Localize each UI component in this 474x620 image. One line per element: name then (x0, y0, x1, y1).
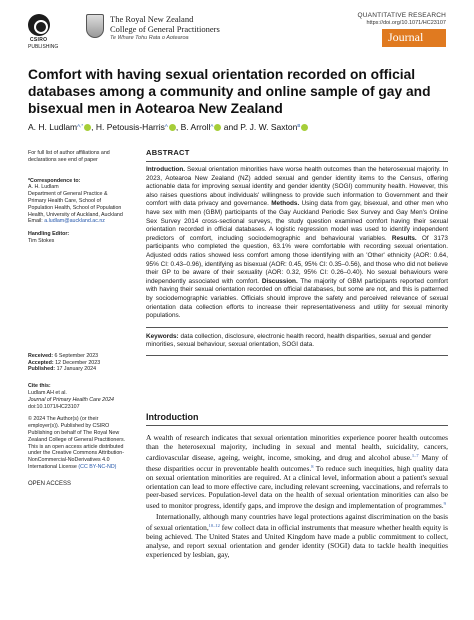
author-affiliation: A,* (77, 123, 84, 128)
college-maori-name: Te Whare Tohu Rata o Aotearoa (110, 35, 189, 41)
license-text: © 2024 The Author(s) (or their employer(s)). Published by CSIRO Publishing on behalf of The Royal New Zealand College of General Practitioners. (28, 416, 126, 443)
doi-link[interactable]: https://doi.org/10.1071/HC23107 (366, 20, 446, 26)
author-list (28, 122, 308, 132)
intro-text: To reduce such inequities, high quality data on sexual orientation minorities are required. At a clinical level, information about a patient's sexual orientation can lead to more effective care, including relevant screening, vaccinations, and referrals to peer-based services. Population-level data on the health of sexual orientation minorities can also be used to monitor progress, identify gaps, and improve the design and implementation of programmes. (146, 463, 449, 511)
abstract-results-label: Results. (391, 234, 417, 242)
author-name: H. Petousis-Harris (95, 122, 165, 132)
keywords (146, 327, 448, 350)
orcid-icon[interactable] (301, 124, 308, 131)
author-name: A. H. Ludlam (28, 122, 78, 132)
introduction-divider (146, 425, 448, 426)
article-title: Comfort with having sexual orientation recorded on official databases among a community and online sample of gay and bisexual men in Aotearoa New Zealand (28, 67, 431, 116)
keywords-list: data collection, disclosure, electronic health record, health disparities, sexual and gender minorities, sexual behaviour, sexual orientation, SOGI data. (146, 332, 432, 349)
citation-link[interactable]: 1–7 (411, 452, 419, 458)
citation-link[interactable]: 9 (443, 501, 446, 507)
citation-link[interactable]: 10–12 (208, 523, 220, 529)
abstract-intro: Sexual orientation minorities have worse health outcomes than the heterosexual majority. In 2023, Aotearoa New Zealand (NZ) added sexual and gender identity items to the Census, offering actionable data for improving sexual identity and gender identity (SOGI) community health. However, this also raises questions about individuals' willingness to provide such information to Government and their comfort with data privacy and governance. (146, 166, 449, 208)
author-affiliation: A (164, 123, 168, 128)
abstract-methods: Using data from gay, bisexual, and other men who have sex with men (GBM) participants of the Gay Auckland Periodic Sex Survey and Gay Men's Online Sex Survey 2014 cross-sectional surveys, the study question examined comfort having their sexual orientation recorded in official databases. A logistic regression model was used to identify independent predictors of comfort, including sociodemographic and behavioural variables. (146, 200, 448, 242)
intro-paragraph (146, 513, 448, 560)
cite-label: Cite this: (28, 383, 51, 390)
article-sidebar (28, 150, 126, 488)
author-separator: , (175, 122, 181, 132)
orcid-icon[interactable] (169, 124, 176, 131)
abstract-discussion-label: Discussion. (261, 277, 298, 285)
college-crest-icon (86, 14, 104, 38)
abstract-heading: ABSTRACT (146, 148, 448, 162)
email-link[interactable]: a.ludlam@auckland.ac.nz (44, 218, 105, 225)
publisher-label: PUBLISHING (28, 44, 59, 50)
cite-doi[interactable]: doi:10.1071/HC23107 (28, 403, 80, 410)
correspondence-name: A. H. Ludlam (28, 184, 59, 191)
intro-text: few collect data in official instruments that measure whether health equity is being achieved. The United States and United Kingdom have made a public commitment to collect, analyse, and report sexual orientation and gender identity (SOGI) data to tackle health inequities experienced by lesbian, gay, (146, 523, 448, 559)
license-link[interactable]: (CC BY-NC-ND) (78, 463, 117, 470)
abstract-section (146, 148, 448, 356)
handling-editor-label: Handling Editor: (28, 231, 70, 238)
intro-text: Many of these disparities occur in preventable health outcomes. (146, 452, 448, 473)
page-header (0, 0, 474, 62)
published-date: 17 January 2024 (56, 366, 97, 373)
college-name-line2: College of General Practitioners (110, 24, 220, 34)
abstract-discussion: The majority of GBM participants reported comfort with having their sexual orientation recorded on official databases, but some are not, and this is patterned by sociodemographic variables. Officials should improve the safety and perceived relevance of sexual orientation data collection efforts to increase their representativeness and utility for sexual minority populations. (146, 277, 448, 320)
journal-badge-text: Journal (388, 30, 424, 44)
intro-text: A wealth of research indicates that sexual orientation minorities experience poorer health outcomes than the heterosexual majority, including in sexual and mental health, suicidality, cancers, cardiovascular disease, ageing, weight, income, smoking, and drug and alcohol abuse. (146, 433, 448, 462)
csiro-logo-icon (28, 14, 50, 36)
correspondence-label: *Correspondence to: (28, 177, 81, 184)
open-access-label: OPEN ACCESS (28, 480, 72, 487)
college-name-line1: The Royal New Zealand (110, 14, 194, 24)
accepted-label: Accepted: (28, 359, 54, 366)
license-text-2: This is an open access article distributed under the Creative Commons Attribution-NonCommercial-NoDerivatives 4.0 International License (28, 443, 124, 470)
author-separator: and (221, 122, 241, 132)
email-label: Email: (28, 218, 43, 225)
citation-link[interactable]: 8 (311, 463, 314, 469)
keywords-label: Keywords: (146, 332, 179, 340)
abstract-methods-label: Methods. (271, 200, 300, 208)
handling-editor: Tim Stokes (28, 237, 55, 244)
abstract-body (146, 166, 448, 321)
introduction-body (146, 434, 448, 562)
author-separator: , (91, 122, 96, 132)
correspondence-address: Department of General Practice & Primary Health Care, School of Population Health, School of Population Health, University of Auckland, Auckland (28, 191, 123, 218)
section-label: QUANTITATIVE RESEARCH (357, 12, 446, 19)
received-label: Received: (28, 352, 54, 359)
abstract-results: Of 3173 participants who completed the question, 63.1% were comfortable with recording sexual orientation. Adjusted odds ratios showed less comfort among those identifying with an 'Other' ethnicity (AOR: 0.64, 95% CI: 0.43–0.96), identifying as bisexual (AOR: 0.45, 95% CI: 0.35–0.56), and those who did not believe their GP to be aware of their sexuality (AOR: 0.32, 95% CI: 0.26–0.40). No sexual behaviours were independently associated with comfort. (146, 234, 448, 285)
cite-authors: Ludlam AH et al. (28, 389, 67, 396)
journal-badge (382, 29, 446, 47)
cite-journal: Journal of Primary Health Care 2024 (28, 396, 114, 403)
intro-paragraph (146, 434, 448, 511)
author-name: B. Arroll (180, 122, 211, 132)
author-name: P. J. W. Saxton (240, 122, 298, 132)
author-affiliation: A (210, 123, 214, 128)
introduction-heading: Introduction (146, 412, 199, 422)
intro-text: Internationally, although many countries have legal protections against discrimination on the basis of sexual orientation, (146, 512, 448, 533)
affiliations-note: For full list of author affiliations and declarations see end of paper (28, 150, 110, 163)
abstract-intro-label: Introduction. (146, 166, 186, 173)
abstract-divider (146, 355, 448, 356)
published-label: Published: (28, 366, 56, 373)
received-date: 6 September 2023 (54, 352, 99, 359)
author-affiliation: B (297, 123, 301, 128)
publisher-logo-text: CSIRO (30, 37, 48, 43)
accepted-date: 12 December 2023 (55, 359, 101, 366)
